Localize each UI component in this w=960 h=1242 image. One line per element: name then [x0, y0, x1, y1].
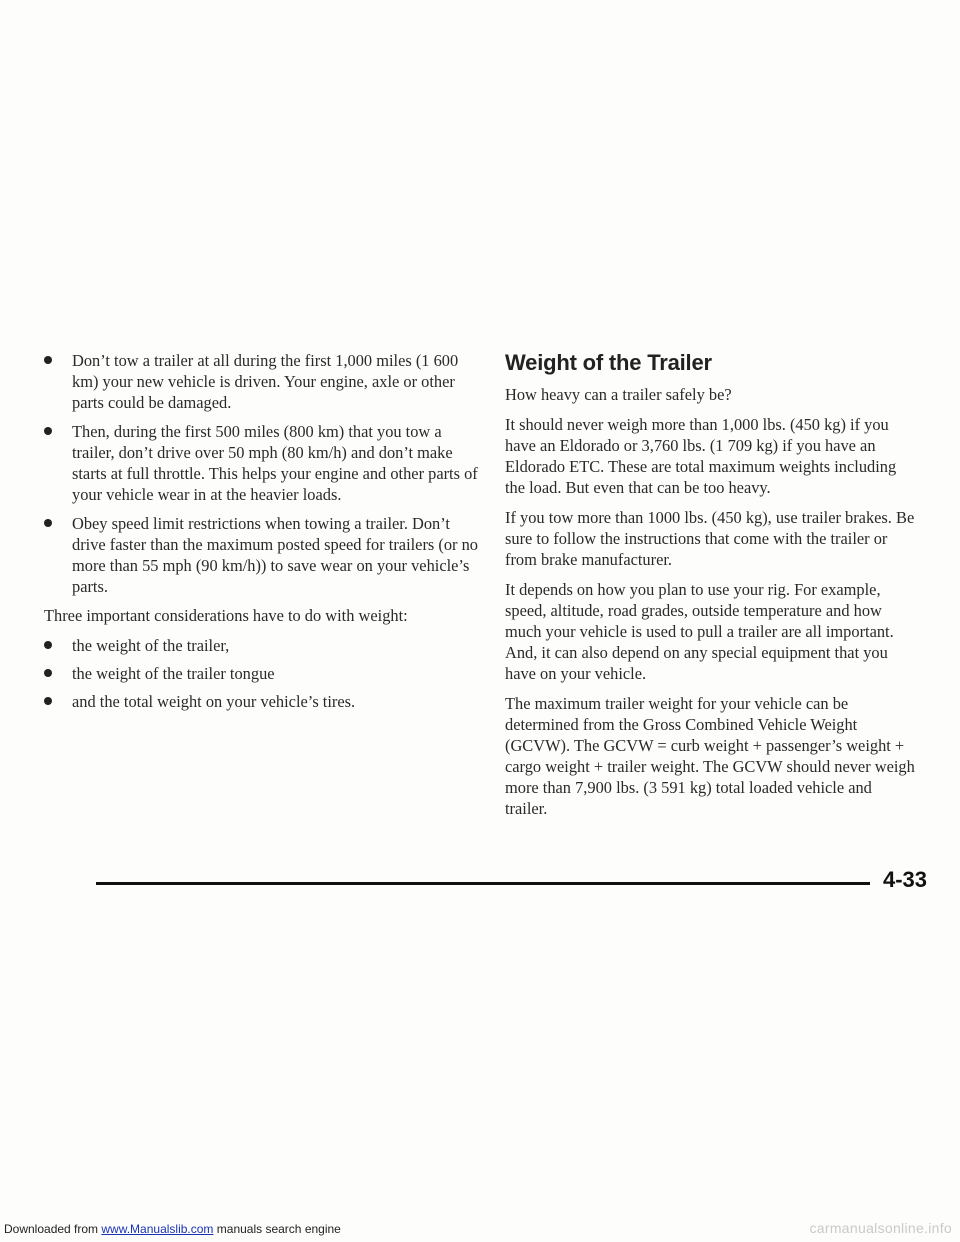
paragraph: The maximum trailer weight for your vehicle can be determined from the Gross Combined Vehicle Weight (GCVW). The GCVW = curb weight + passenger’s weight + cargo weight + trailer weight. The GCVW should never weigh more than 7,900 lbs. (3 591 kg) total loaded vehicle and trailer.	[505, 694, 915, 818]
list-item: Obey speed limit restrictions when towing a trailer. Don’t drive faster than the maximum posted speed for trailers (or no more than 55 mph (90 km/h)) to save wear on your vehicle’s parts.	[44, 513, 484, 597]
right-column	[497, 350, 915, 828]
bullet-icon	[44, 669, 52, 677]
bullet-list-weight	[44, 635, 484, 712]
list-item: the weight of the trailer tongue	[44, 663, 484, 684]
list-item: the weight of the trailer,	[44, 635, 484, 656]
page-number: 4-33	[883, 867, 928, 892]
bullet-list-break-in	[44, 350, 484, 597]
paragraph: How heavy can a trailer safely be?	[505, 385, 732, 404]
list-item: Then, during the first 500 miles (800 km) that you tow a trailer, don’t drive over 50 mph (80 km/h) and don’t make starts at full throttle. This helps your engine and other parts of your vehicle wear in at the heavier loads.	[44, 421, 484, 505]
manualslib-link[interactable]: www.Manualslib.com	[101, 1222, 214, 1236]
weight-considerations-intro: Three important considerations have to do with weight:	[44, 606, 408, 625]
download-footer: Downloaded from www.Manualslib.com manuals search engine	[4, 1222, 341, 1236]
list-item: and the total weight on your vehicle’s tires.	[44, 691, 484, 712]
left-column	[44, 350, 484, 719]
section-heading: Weight of the Trailer	[505, 350, 712, 375]
paragraph: It should never weigh more than 1,000 lbs. (450 kg) if you have an Eldorado or 3,760 lbs. (1 709 kg) if you have an Eldorado ETC. These are total maximum weights including the load. But even that can be too heavy.	[505, 415, 897, 497]
watermark-text: carmanualsonline.info	[809, 1220, 952, 1236]
page-rule-divider	[96, 882, 870, 885]
bullet-icon	[44, 356, 52, 364]
paragraph: It depends on how you plan to use your rig. For example, speed, altitude, road grades, outside temperature and how much your vehicle is used to pull a trailer are all important. And, it can also depend on any special equipment that you have on your vehicle.	[505, 580, 894, 683]
bullet-icon	[44, 519, 52, 527]
list-item: Don’t tow a trailer at all during the first 1,000 miles (1 600 km) your new vehicle is driven. Your engine, axle or other parts could be damaged.	[44, 350, 484, 413]
bullet-icon	[44, 641, 52, 649]
paragraph: If you tow more than 1000 lbs. (450 kg), use trailer brakes. Be sure to follow the instructions that come with the trailer or from brake manufacturer.	[505, 508, 915, 569]
bullet-icon	[44, 427, 52, 435]
bullet-icon	[44, 697, 52, 705]
